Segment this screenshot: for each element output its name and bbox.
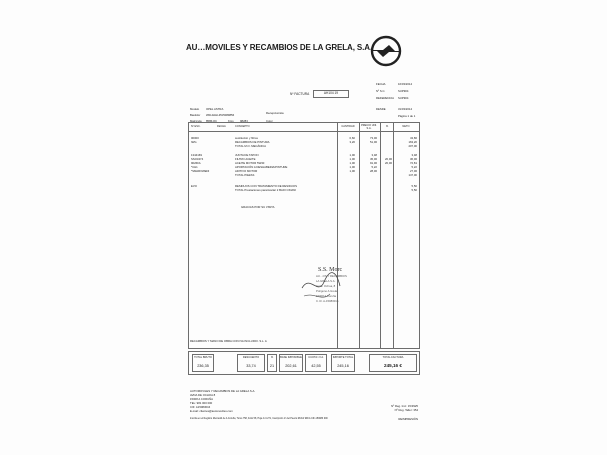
- thanks-message: GRACIAS POR SU VISITA: [241, 205, 275, 209]
- base-box: [279, 354, 303, 372]
- cuota-value: 42,55: [311, 364, 321, 368]
- line-net: 3,48: [411, 153, 417, 157]
- line-net: 36,00: [410, 157, 417, 161]
- col-header-qty: CANTIDAD: [341, 125, 355, 128]
- base-label: BASE IMPONIBLE: [280, 356, 302, 359]
- line-concept: ACEITE MOTOR 5W30: [235, 161, 265, 165]
- line-net: 43,80: [410, 136, 417, 140]
- pct-value: 21: [269, 364, 275, 368]
- pct-box: [267, 354, 277, 372]
- total-bruto-box: [192, 354, 214, 372]
- since-label: DESDE: [376, 107, 386, 111]
- stamp-line: AU…OS Y RECAMBIOS: [316, 274, 347, 278]
- footer-registry: Inscrita en el Registro Mercantil de A Coruña, Tomo 758, Folio 58, Hoja C-3.271, Inscripción 1ª del Puerto Rbrbd 999 A CIF-150083 000: [190, 418, 328, 420]
- col-header-ref: Nº ESC.: [191, 125, 201, 128]
- line-net: 5,22: [411, 165, 417, 169]
- ref-value: SUP904: [398, 96, 409, 100]
- col-header-price: PRECIO UNI. S.A.: [361, 124, 377, 130]
- line-ref: *SMARXWEDI: [191, 169, 210, 173]
- col-header-net: NETO: [402, 125, 410, 128]
- footer-right-line: Nº Reg. Ind.: 15/3925: [391, 404, 418, 408]
- stamp-line: LA GRELA S.A.: [316, 279, 336, 283]
- line-qty: 1,00: [349, 161, 355, 165]
- descuento-value: 33,74: [246, 364, 256, 368]
- line-ref: EVO: [191, 184, 197, 188]
- footer-line: 15008 A CORUÑA: [190, 397, 214, 401]
- line-concept: JUNTA DE TAPON: [235, 153, 259, 157]
- totals-bar: [188, 351, 420, 375]
- importe-label: IMPORTE TOTAL: [332, 356, 354, 359]
- total-factura-value: 245,16 €: [384, 363, 402, 368]
- invoice-number-label: Nº FACTURA: [290, 92, 310, 96]
- nsc-label: Nº S.C.: [376, 89, 386, 93]
- line-price: 28,00: [370, 169, 377, 173]
- footer-line: CIF: A15083016: [190, 405, 211, 409]
- footer-line: TEL: 981 000 000: [190, 401, 213, 405]
- pct-label: %: [270, 356, 274, 359]
- line-qty: 1,00: [349, 169, 355, 173]
- date-value: 16/03/2014: [398, 82, 412, 86]
- line-concept: TOTAL M.O. MECÁNICA: [235, 144, 267, 148]
- line-price: 45,00: [370, 157, 377, 161]
- date-label: FECHA: [376, 82, 386, 86]
- company-name: AU…MOVILES Y RECAMBIOS DE LA GRELA, S.A.: [186, 43, 373, 52]
- importe-value: 245,16: [337, 364, 349, 368]
- line-price: 5,22: [371, 165, 377, 169]
- line-concept: FILTRO ACEITE: [235, 157, 256, 161]
- footer-line: AUTOMOVILES Y RECAMBIOS DE LA GRELA S.A.: [190, 389, 256, 393]
- col-header-pct: %: [385, 125, 389, 128]
- line-ref: 9026FA: [191, 161, 201, 165]
- col-header-concept: CONCEPTO: [235, 125, 250, 128]
- since-value: 31/03/2014: [398, 107, 412, 111]
- opel-logo-icon: [369, 34, 403, 68]
- plate-value: 8586JJC: [206, 119, 218, 123]
- chassis-value: W0L0AHL35J5089856: [206, 113, 235, 117]
- line-qty: 1,00: [349, 165, 355, 169]
- line-ref: 00000: [191, 136, 199, 140]
- receptionist-label: Recepcionista: [266, 111, 284, 115]
- total-bruto-value: 236,35: [197, 364, 209, 368]
- line-concept: TOTAL Prestaciones para/cavitar 2 BAIO CINANI: [235, 188, 297, 192]
- nsc-value: SUP904: [398, 89, 409, 93]
- line-ref: 1344169: [191, 153, 202, 157]
- model-label: Modelo: [190, 107, 200, 111]
- line-concept: RESIDUOS CON TRATAMIENTO DE RESIDUOS: [235, 184, 297, 188]
- footer-line: AVDA DE OCHOA 8: [190, 393, 216, 397]
- line-net: 147,00: [408, 173, 417, 177]
- model-value: OPEL ASTRA: [206, 107, 224, 111]
- line-qty: 1,00: [349, 153, 355, 157]
- col-header-date: FECHA: [217, 125, 226, 128]
- importe-box: [331, 354, 355, 372]
- ref-label: REFERENCIA: [376, 96, 395, 100]
- company-stamp: [300, 266, 376, 314]
- plate-label: Matrícula: [190, 119, 202, 123]
- footer-right-line: Nº Reg. Taller: 354: [394, 408, 418, 412]
- line-concept: ADITIVO MOTOR: [235, 169, 258, 173]
- line-ref: IWG: [191, 140, 197, 144]
- stamp-line: Polígono A Grela: [316, 289, 337, 293]
- line-net: 27,00: [410, 169, 417, 173]
- line-pct: 20,00: [385, 161, 392, 165]
- descuento-label: DESCUENTO: [242, 356, 260, 359]
- descuento-box: [237, 354, 265, 372]
- line-net: 163,20: [408, 140, 417, 144]
- line-pct: 20,00: [385, 157, 392, 161]
- base-value: 202,61: [285, 364, 297, 368]
- total-factura-box: [369, 354, 417, 372]
- table-header: [189, 123, 419, 132]
- line-concept: APORTACIÓN A DESHABERIA/PINTURE: [235, 165, 288, 169]
- stamp-line: C.I.F. A-15083016: [316, 299, 339, 303]
- line-qty: 3,20: [349, 140, 355, 144]
- invoice-number: AH104 19: [313, 90, 349, 98]
- cuota-label: CUOTA I.V.A.: [308, 356, 324, 359]
- line-concept: TOTAL PIEZAS: [235, 173, 255, 177]
- km-label: Kms: [228, 119, 234, 123]
- footer-line: E-mail: clientes@automoviles.com: [190, 409, 233, 413]
- line-qty: 0,60: [349, 136, 355, 140]
- stamp-line: S.S. Morc: [318, 267, 343, 273]
- line-net: 5,50: [411, 188, 417, 192]
- color-label: Color: [266, 119, 273, 123]
- cuota-box: [305, 354, 327, 372]
- stamp-line: Avda. Ochoa, 8: [316, 284, 336, 288]
- line-price: 3,48: [371, 153, 377, 157]
- line-net: 72,81: [410, 161, 417, 165]
- line-net: 5,50: [411, 184, 417, 188]
- line-ref: *CH1: [191, 165, 198, 169]
- iva-note: RECAMBIOS Y MANO DE OBRA CON IVA INCLUIDO. S.L. A: [190, 339, 267, 343]
- line-price: 91,00: [370, 161, 377, 165]
- line-concept: RECAMBIOS DE PINTURA: [235, 140, 270, 144]
- line-ref: SSO3474: [191, 157, 204, 161]
- stamp-line: 15008 A Coruña: [316, 294, 337, 298]
- page-number: Página 1 de 1: [398, 114, 416, 118]
- total-factura-label: TOTAL FACTURA: [382, 356, 404, 359]
- line-qty: 1,00: [349, 157, 355, 161]
- line-price: 51,00: [370, 140, 377, 144]
- chassis-label: Bastidor: [190, 113, 201, 117]
- line-price: 73,00: [370, 136, 377, 140]
- line-concept: sustitución y filtros: [235, 136, 258, 140]
- total-bruto-label: TOTAL BRUTO: [194, 356, 212, 359]
- line-net: 207,00: [408, 144, 417, 148]
- km-value: 98283: [240, 119, 248, 123]
- reprint-label: REIMPRESIÓN: [398, 417, 418, 421]
